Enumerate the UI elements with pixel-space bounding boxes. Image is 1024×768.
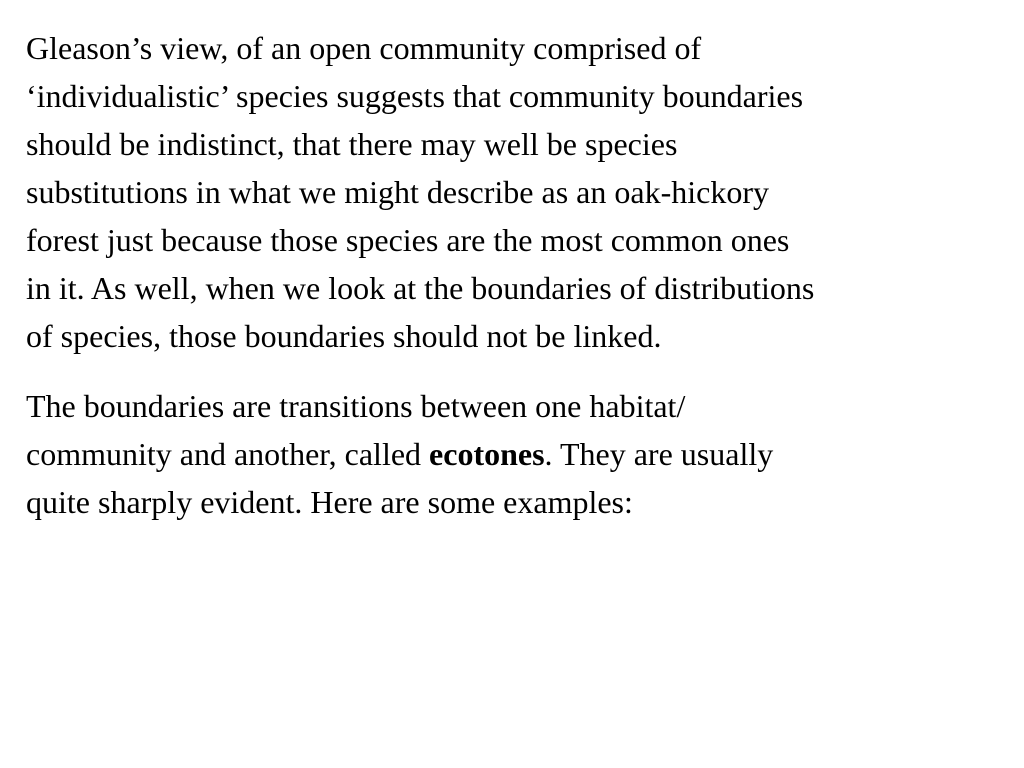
text-segment: community and another, called <box>26 436 430 472</box>
text-line: in it. As well, when we look at the boundaries of distributions <box>26 270 815 306</box>
text-line: forest just because those species are the most common ones <box>26 222 790 258</box>
text-line: of species, those boundaries should not be linked. <box>26 318 662 354</box>
text-line: substitutions in what we might describe as an oak-hickory <box>26 174 769 210</box>
text-line <box>26 430 1011 478</box>
slide-body <box>26 24 1011 526</box>
text-segment: . They are usually <box>544 436 774 472</box>
text-line: should be indistinct, that there may well be species <box>26 126 678 162</box>
text-line: Gleason’s view, of an open community comprised of <box>26 30 702 66</box>
paragraph-ecotones <box>26 382 1011 526</box>
text-line: The boundaries are transitions between one habitat/ <box>26 388 686 424</box>
text-line: quite sharply evident. Here are some examples: <box>26 484 633 520</box>
ecotones-term: ecotones <box>429 436 545 472</box>
text-line: ‘individualistic’ species suggests that community boundaries <box>26 78 804 114</box>
paragraph-gleason-view <box>26 24 1011 360</box>
